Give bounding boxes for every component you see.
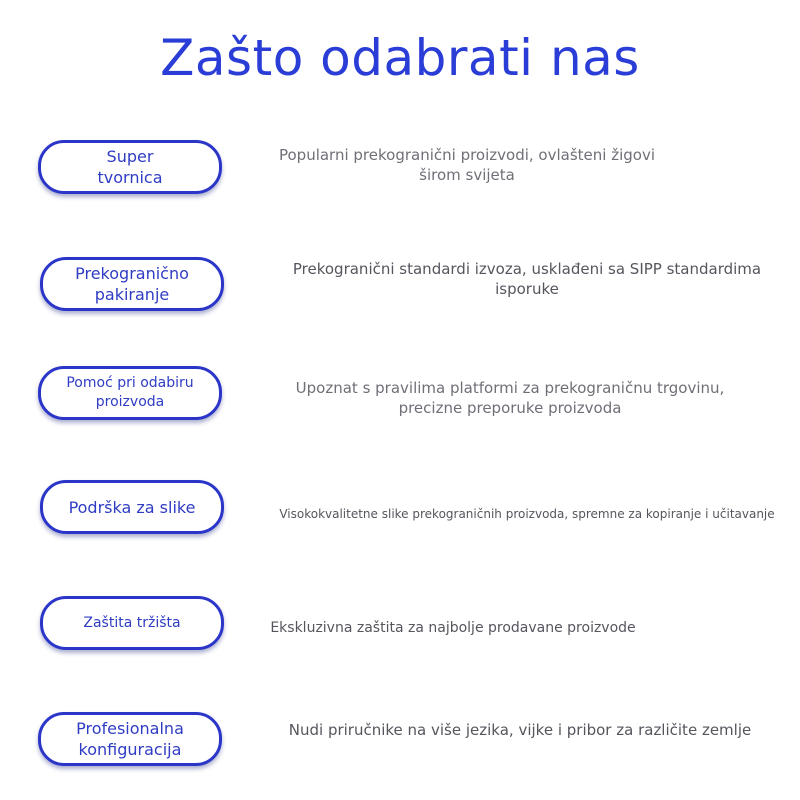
feature-description: Upoznat s pravilima platformi za prekograničnu trgovinu, precizne preporuke proizvoda bbox=[295, 379, 725, 417]
feature-row bbox=[0, 140, 800, 200]
feature-description: Nudi priručnike na više jezika, vijke i pribor za različite zemlje bbox=[288, 721, 752, 739]
feature-label-prekogranicno-pakiranje: Prekogranično pakiranje bbox=[40, 257, 224, 311]
feature-label-super-tvornica: Super tvornica bbox=[38, 140, 222, 194]
feature-description: Prekogranični standardi izvoza, usklađeni sa SIPP standardima isporuke bbox=[292, 260, 762, 298]
feature-row bbox=[0, 712, 800, 772]
feature-row bbox=[0, 257, 800, 317]
page-title: Zašto odabrati nas bbox=[160, 29, 640, 87]
feature-label-zastita-trzista: Zaštita tržišta bbox=[40, 596, 224, 650]
feature-label-pomoc-pri-odabiru: Pomoć pri odabiru proizvoda bbox=[38, 366, 222, 420]
feature-description: Popularni prekogranični proizvodi, ovlašteni žigovi širom svijeta bbox=[278, 146, 655, 184]
feature-label-profesionalna-konfiguracija: Profesionalna konfiguracija bbox=[38, 712, 222, 766]
feature-description: Visokokvalitetne slike prekograničnih proizvoda, spremne za kopiranje i učitavanje bbox=[279, 507, 775, 521]
feature-label-podrska-za-slike: Podrška za slike bbox=[40, 480, 224, 534]
feature-row bbox=[0, 596, 800, 656]
feature-row bbox=[0, 366, 800, 426]
feature-row bbox=[0, 480, 800, 540]
feature-description: Ekskluzivna zaštita za najbolje prodavane proizvode bbox=[270, 620, 636, 636]
